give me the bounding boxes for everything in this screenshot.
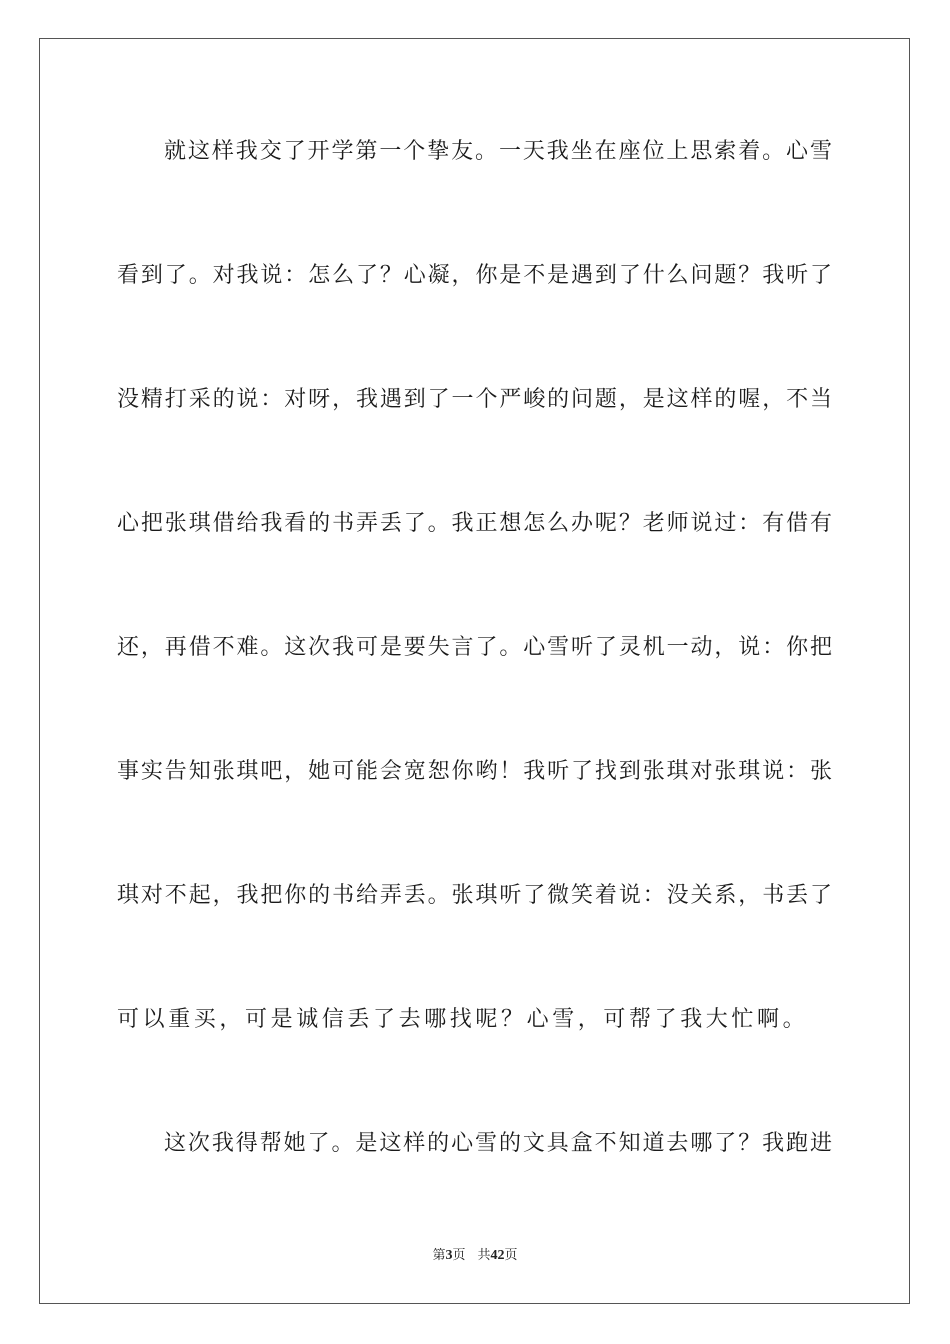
page-suffix: 页 <box>452 1248 466 1263</box>
paragraph-line-3: 没精打采的说：对呀，我遇到了一个严峻的问题，是这样的喔，不当 <box>117 387 832 412</box>
paragraph-line-9: 这次我得帮她了。是这样的心雪的文具盒不知道去哪了？我跑进 <box>164 1131 832 1156</box>
paragraph-line-1: 就这样我交了开学第一个挚友。一天我坐在座位上思索着。心雪 <box>164 139 832 164</box>
paragraph-line-8: 可以重买，可是诚信丢了去哪找呢？心雪，可帮了我大忙啊。 <box>117 1007 809 1032</box>
paragraph-line-6: 事实告知张琪吧，她可能会宽恕你哟！我听了找到张琪对张琪说：张 <box>117 759 832 784</box>
paragraph-line-2: 看到了。对我说：怎么了？心凝，你是不是遇到了什么问题？我听了 <box>117 263 832 288</box>
page-footer <box>0 1247 950 1265</box>
paragraph-line-4: 心把张琪借给我看的书弄丢了。我正想怎么办呢？老师说过：有借有 <box>117 511 832 536</box>
page-frame <box>39 38 910 1304</box>
paragraph-line-5: 还，再借不难。这次我可是要失言了。心雪听了灵机一动，说：你把 <box>117 635 832 660</box>
page-prefix: 第 <box>432 1248 446 1263</box>
total-pages: 42 <box>490 1248 505 1263</box>
page-number: 3 <box>445 1248 453 1263</box>
paragraph-line-7: 琪对不起，我把你的书给弄丢。张琪听了微笑着说：没关系，书丢了 <box>117 883 832 908</box>
total-suffix: 页 <box>504 1248 518 1263</box>
total-prefix: 共 <box>477 1248 491 1263</box>
